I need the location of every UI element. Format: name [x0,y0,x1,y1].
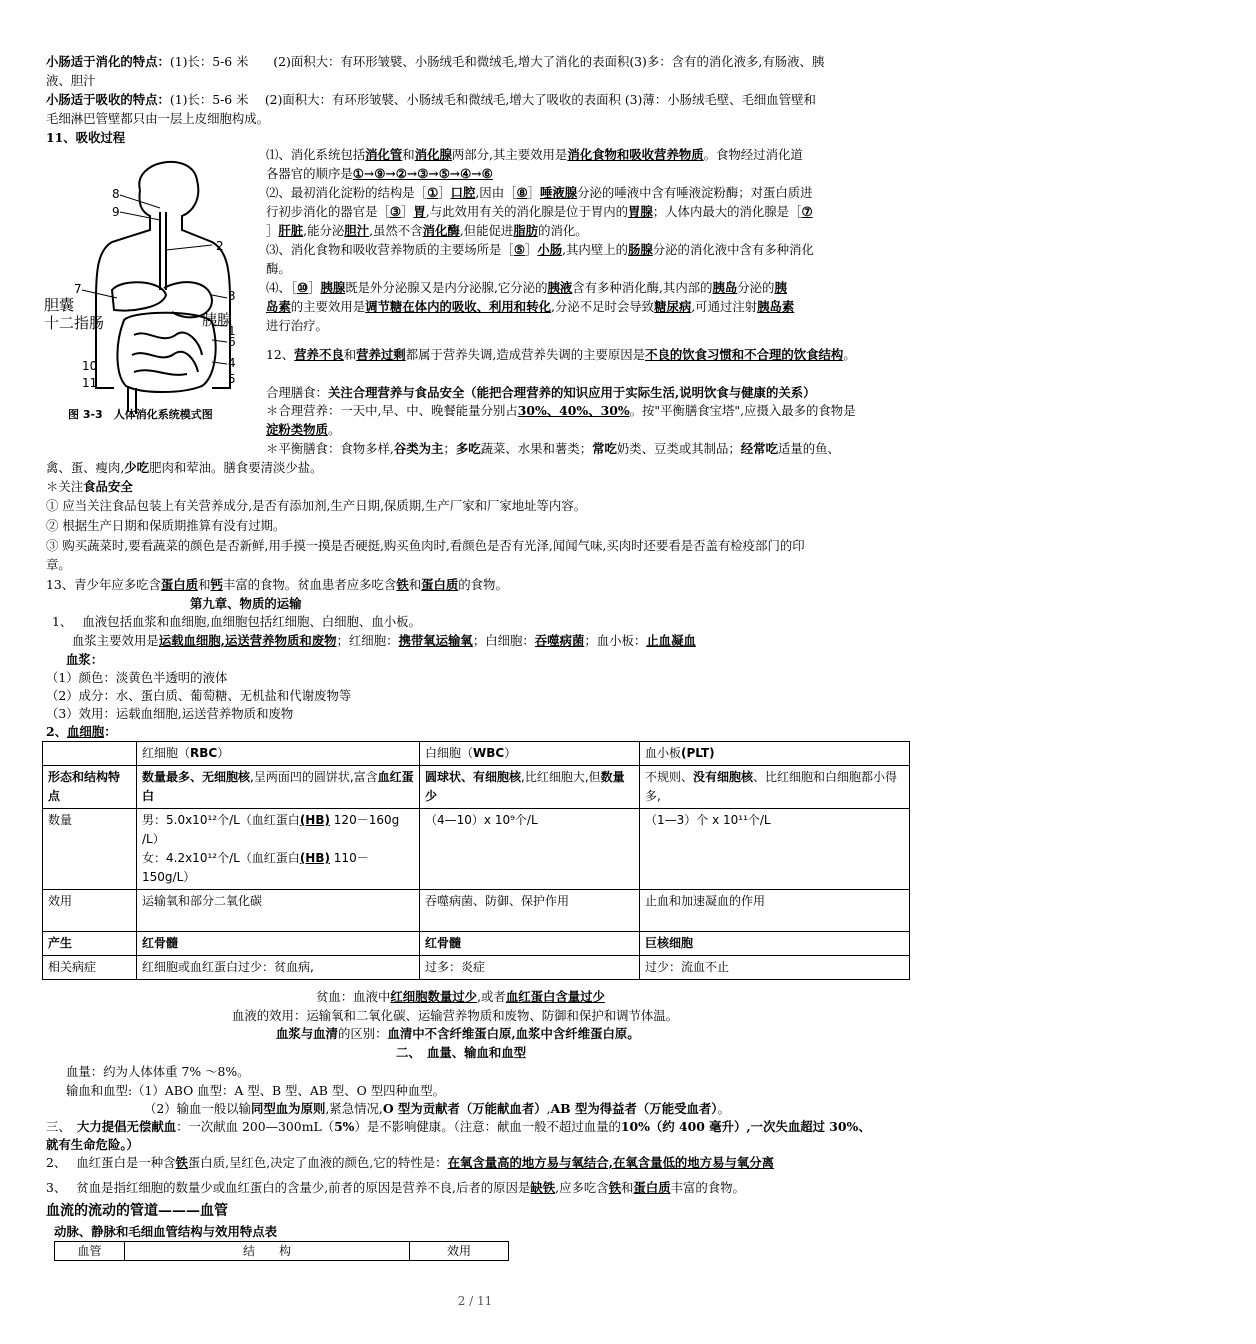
food-safety-3-cont: 章。 [46,557,71,572]
anemia-definition: 贫血：血液中红细胞数量过少,或者血红蛋白含量过少 [316,989,605,1004]
vessel-table [54,1241,509,1261]
blood-volume: 血量：约为人体体重 7% ～8%。 [66,1064,250,1079]
header-plt: 血小板(PLT) [640,742,910,766]
section-3-cont: 就有生命危险。） [46,1137,139,1152]
diet-balanced: ＊平衡膳食：食物多样,谷类为主；多吃蔬菜、水果和薯类；常吃奶类、豆类或其制品；经常吃适量的鱼、 [266,441,840,456]
liver [112,282,166,310]
label-7: 7 [74,282,82,296]
duodenum-label: 十二指肠 [44,314,105,332]
table-row: 血管 结 构 效用 [55,1242,509,1261]
section-13: 13、青少年应多吃含蛋白质和钙丰富的食物。贫血患者应多吃含铁和蛋白质的食物。 [46,577,508,592]
label-4: 4 [228,356,236,370]
food-safety-3: ③ 购买蔬菜时,要看蔬菜的颜色是否新鲜,用手摸一摸是否硬挺,购买鱼肉时,看颜色是否有光泽,闻闻气味,买肉时还要看是否盖有检疫部门的印 [46,538,805,553]
diet-title: 合理膳食：关注合理营养与食品安全（能把合理营养的知识应用于实际生活,说明饮食与健康的关系） [266,385,816,400]
section-12: 12、营养不良和营养过剩都属于营养失调,造成营养失调的主要原因是不良的饮食习惯和不合理的饮食结构。 [266,347,856,362]
blood-functions: 血浆主要效用是运载血细胞,运送营养物质和废物；红细胞：携带氧运输氧；白细胞：吞噬病菌；血小板：止血凝血 [72,633,696,648]
table-row [43,742,910,766]
gallbladder-label: 胆囊 [44,296,75,314]
table-row: 产生 红骨髓 红骨髓 巨核细胞 [43,932,910,956]
food-safety-1: ① 应当关注食品包装上有关营养成分,是否有添加剂,生产日期,保质期,生产厂家和厂家地址等内容。 [46,498,587,513]
label-5: 5 [228,372,236,386]
small-intestine-digestion: 小肠适于消化的特点：(1)长：5-6 米 (2)面积大：有环形皱襞、小肠绒毛和微绒毛,增大了消化的表面积(3)多：含有的消化液多,有肠液、胰 [46,54,825,69]
figure-caption: 图 3-3 人体消化系统模式图 [68,408,213,421]
plasma-color: （1）颜色：淡黄色半透明的液体 [46,670,228,685]
small-intestine-absorption: 小肠适于吸收的特点：(1)长：5-6 米 (2)面积大：有环形皱襞、小肠绒毛和微绒毛,增大了吸收的表面积 (3)薄：小肠绒毛壁、毛细血管壁和 [46,92,816,107]
plasma-vs-serum: 血浆与血清的区别：血清中不含纤维蛋白原,血浆中含纤维蛋白原。 [276,1026,640,1041]
question-1: ⑴、消化系统包括消化管和消化腺两部分,其主要效用是消化食物和吸收营养物质。食物经过消化道 各器官的顺序是①→⑨→②→③→⑤→④→⑥ [266,147,803,181]
vessel-table-title: 动脉、静脉和毛细血管结构与效用特点表 [54,1224,278,1239]
esophagus [160,212,166,290]
label-9: 9 [112,205,120,219]
label-3: 3 [228,289,236,303]
header-rbc: 红细胞（RBC） [137,742,420,766]
vessel-title: 血流的流动的管道———血管 [46,1203,228,1219]
question-4: ⑷、［⑩］胰腺既是外分泌腺又是内分泌腺,它分泌的胰液含有多种消化酶,其内部的胰岛分泌的胰 岛素的主要效用是调节糖在体内的吸收、利用和转化,分泌不足时会导致糖尿病,可通过注射胰岛素 进行治疗。 [266,280,795,333]
table-row: 形态和结构特点 数量最多、无细胞核,呈两面凹的圆饼状,富含血红蛋白 圆球状、有细胞核,比红细胞大,但数量少 不规则、没有细胞核、比红细胞和白细胞都小得多, [43,766,910,809]
label-8: 8 [112,187,120,201]
anemia-causes: 3、 贫血是指红细胞的数量少或血红蛋白的含量少,前者的原因是营养不良,后者的原因是缺铁,应多吃含铁和蛋白质丰富的食物。 [46,1180,745,1195]
transfusion-rule: （2）输血一般以输同型血为原则,紧急情况,O 型为贡献者（万能献血者）,AB 型为得益者（万能受血者）。 [144,1101,730,1116]
blood-function: 血液的效用：运输氧和二氧化碳、运输营养物质和废物、防御和保护和调节体温。 [232,1008,679,1023]
diet-balanced-cont: 禽、蛋、瘦肉,少吃肥肉和荤油。膳食要清淡少盐。 [46,460,323,475]
plasma-composition: （2）成分：水、蛋白质、葡萄糖、无机盐和代谢废物等 [46,688,352,703]
page-number: 2 / 11 [457,1294,493,1308]
small-intestine-absorption-cont: 毛细淋巴管壁都只由一层上皮细胞构成。 [46,111,270,126]
food-safety-title: ＊关注食品安全 [46,479,133,494]
food-safety-2: ② 根据生产日期和保质期推算有没有过期。 [46,518,286,533]
table-row: 数量 男：5.0x10¹²个/L（血红蛋白(HB) 120－160g /L） 女：4.2x10¹²个/L（血红蛋白(HB) 110－150g/L） （4—10）x 10⁹个/L （1—3）个 x 10¹¹个/L [43,809,910,890]
label-11: 11 [82,376,98,390]
section-11-title: 11、吸收过程 [46,130,126,145]
label-2: 2 [216,239,224,253]
pancreas-label: 胰腺 [202,311,233,329]
label-6: 6 [228,335,236,349]
blood-cells-title: 2、血细胞： [46,724,117,739]
table-row: 相关病症 红细胞或血红蛋白过少：贫血病, 过多：炎症 过少：流血不止 [43,956,910,980]
hemoglobin: 2、 血红蛋白是一种含铁蛋白质,呈红色,决定了血液的颜色,它的特性是：在氧含量高的地方易与氧结合,在氧含量低的地方易与氧分离 [46,1155,775,1170]
plasma-function: （3）效用：运载血细胞,运送营养物质和废物 [46,706,294,721]
abo-types: 输血和血型:（1）ABO 血型：A 型、B 型、AB 型、O 型四种血型。 [66,1083,446,1098]
question-3: ⑶、消化食物和吸收营养物质的主要场所是［⑤］小肠,其内壁上的肠腺分泌的消化液中含有多种消化 酶。 [266,242,814,276]
label-1: 1 [228,324,236,338]
question-2: ⑵、最初消化淀粉的结构是［①］口腔,因由［⑧］唾液腺分泌的唾液中含有唾液淀粉酶；对蛋白质进 行初步消化的器官是［③］胃,与此效用有关的消化腺是位于胃内的胃腺；人体内最大的消化腺是［⑦ ］肝脏,能分泌胆汁,虽然不含消化酶,但能促进脂肪的消化。 [266,185,813,238]
diet-nutrition: ＊合理营养：一天中,早、中、晚餐能量分别占30%、40%、30%。按"平衡膳食宝塔",应摄入最多的食物是 淀粉类物质。 [266,403,856,437]
chapter-9-title: 第九章、物质的运输 [190,596,302,611]
small-intestine-digestion-cont: 液、胆汁 [46,73,96,88]
digestive-system-figure [44,150,262,425]
blood-cell-table [42,741,910,980]
table-row: 效用 运输氧和部分二氧化碳 吞噬病菌、防御、保护作用 止血和加速凝血的作用 [43,890,910,932]
section-2-title: 二、 血量、输血和血型 [396,1045,527,1060]
label-10: 10 [82,359,98,373]
blood-composition: 1、 血液包括血浆和血细胞,血细胞包括红细胞、白细胞、血小板。 [52,614,421,629]
section-3-donation: 三、 大力提倡无偿献血：一次献血 200—300mL（5%）是不影响健康。（注意：献血一般不超过血量的10%（约 400 毫升）,一次失血超过 30%、 [46,1119,871,1134]
plasma-title: 血浆： [66,652,104,667]
header-wbc: 白细胞（WBC） [420,742,640,766]
